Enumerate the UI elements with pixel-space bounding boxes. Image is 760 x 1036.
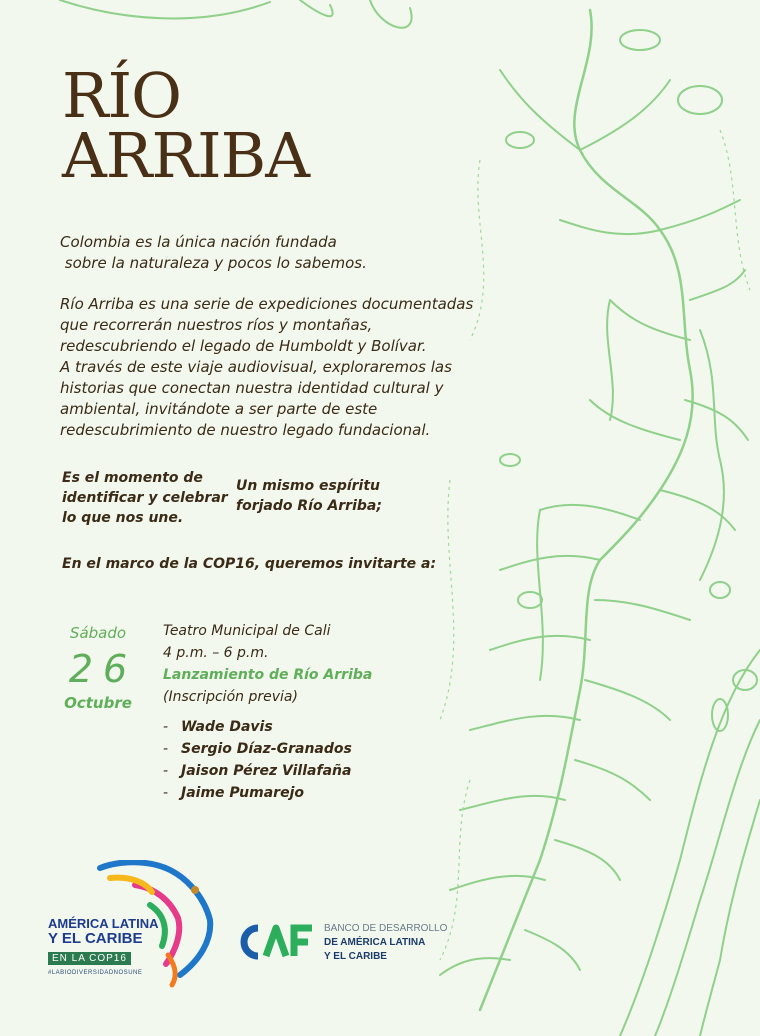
- speaker-name: Jaison Pérez Villafaña: [181, 763, 352, 779]
- description-line: historias que conectan nuestra identidad cultural y: [60, 379, 444, 397]
- cop16-line: AMÉRICA LATINA: [48, 916, 159, 931]
- event-time: 4 p.m. – 6 p.m.: [163, 645, 269, 661]
- tagline-left: [62, 468, 232, 528]
- tagline-right: [236, 476, 396, 516]
- title-line-1: RÍO: [62, 59, 182, 132]
- description-line: redescubrimiento de nuestro legado fundacional.: [60, 421, 431, 439]
- event-venue: Teatro Municipal de Cali: [163, 623, 331, 639]
- caf-mark-icon: [236, 922, 320, 962]
- description-line: que recorrerán nuestros ríos y montañas,: [60, 316, 373, 334]
- event-date: [58, 624, 138, 712]
- event-note: (Inscripción previa): [163, 689, 298, 705]
- caf-wordmark: [324, 922, 447, 964]
- list-item: - Jaime Pumarejo: [163, 785, 304, 801]
- tagline-left-line: Es el momento de: [62, 470, 203, 486]
- description-line: ambiental, invitándote a ser parte de este: [60, 400, 378, 418]
- event-details: [163, 620, 372, 708]
- tagline-right-line: Un mismo espíritu: [236, 478, 381, 494]
- cop16-badge: EN LA COP16: [48, 952, 131, 965]
- event-name: Lanzamiento de Río Arriba: [163, 667, 373, 683]
- tagline-right-line: forjado Río Arriba;: [236, 498, 382, 514]
- invite-text: En el marco de la COP16, queremos invitarte a:: [62, 556, 437, 572]
- list-item: - Jaison Pérez Villafaña: [163, 763, 352, 779]
- contour-line-top: [60, 0, 270, 18]
- speaker-name: Wade Davis: [181, 719, 273, 735]
- cop16-hashtag: #LABIODIVERSIDADNOSUNE: [48, 970, 143, 976]
- cop16-title: [48, 916, 159, 946]
- cop16-line: Y EL CARIBE: [48, 930, 143, 947]
- description-line: A través de este viaje audiovisual, exploraremos las: [60, 358, 452, 376]
- caf-line: BANCO DE DESARROLLO: [324, 923, 448, 934]
- list-item: - Sergio Díaz-Granados: [163, 741, 352, 757]
- date-month: Octubre: [64, 694, 132, 712]
- page-title: [62, 59, 362, 192]
- speaker-name: Sergio Díaz-Granados: [181, 741, 352, 757]
- description-line: redescubriendo el legado de Humboldt y Bolívar.: [60, 337, 427, 355]
- intro-line: Colombia es la única nación fundada: [60, 233, 337, 251]
- title-line-2: ARRIBA: [62, 119, 309, 192]
- description-paragraph: [60, 294, 490, 441]
- intro-paragraph: [60, 232, 490, 274]
- list-item: - Wade Davis: [163, 719, 273, 735]
- caf-line: DE AMÉRICA LATINA: [324, 937, 426, 948]
- speaker-list: [163, 716, 352, 804]
- cop16-logo: [40, 860, 220, 990]
- tagline-left-line: identificar y celebrar: [62, 490, 228, 506]
- caf-logo: [236, 922, 466, 962]
- intro-line: sobre la naturaleza y pocos lo sabemos.: [60, 254, 367, 272]
- speaker-name: Jaime Pumarejo: [181, 785, 304, 801]
- tagline-left-line: lo que nos une.: [62, 510, 184, 526]
- date-day: 26: [68, 647, 138, 691]
- description-line: Río Arriba es una serie de expediciones documentadas: [60, 295, 474, 313]
- date-weekday: Sábado: [69, 624, 127, 642]
- caf-line: Y EL CARIBE: [324, 951, 387, 962]
